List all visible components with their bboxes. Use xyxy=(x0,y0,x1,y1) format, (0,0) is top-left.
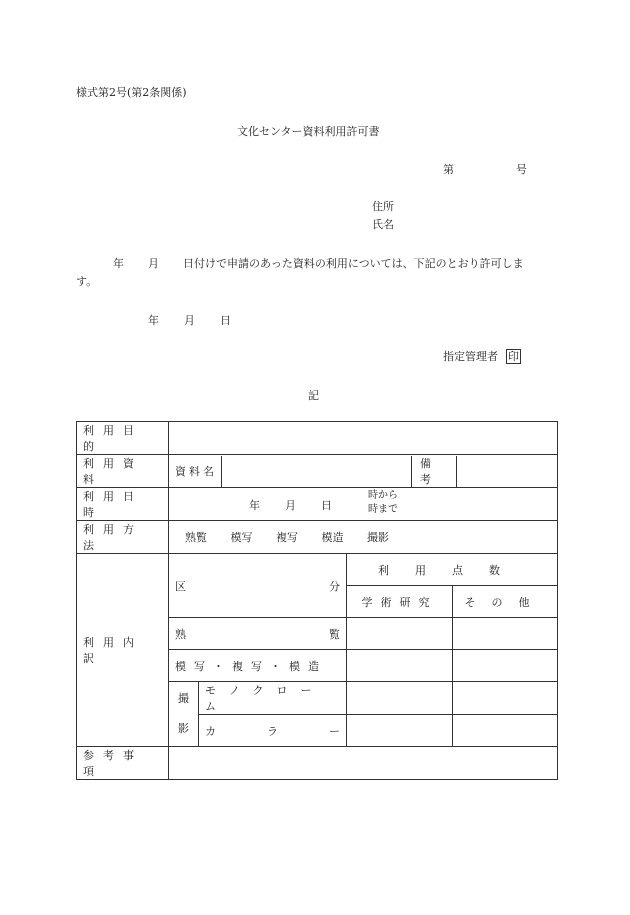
method-satsuei[interactable]: 撮影 xyxy=(367,531,389,544)
dt-year: 年 xyxy=(249,499,260,512)
reference-label: 参考事項 xyxy=(77,747,169,780)
copy-other-cell[interactable] xyxy=(453,650,558,682)
count-label: 利用点数 xyxy=(347,554,558,586)
remarks-label: 備考 xyxy=(412,456,457,487)
body-text-line2: す。 xyxy=(76,275,98,288)
material-row xyxy=(77,455,558,488)
number-suffix: 号 xyxy=(516,163,527,176)
address-label: 住所 xyxy=(372,200,394,213)
photo-bottom-label: 影 xyxy=(178,722,189,735)
material-name-label: 資料名 xyxy=(169,456,222,487)
date-day: 日 xyxy=(220,314,231,327)
body-month: 月 xyxy=(148,257,159,270)
jukuran-other-cell[interactable] xyxy=(453,618,558,650)
jukuran-left: 熟 xyxy=(175,627,186,641)
method-row xyxy=(77,521,558,554)
purpose-field[interactable] xyxy=(169,422,558,455)
remarks-field[interactable] xyxy=(457,456,557,487)
issuer xyxy=(443,348,521,364)
method-jukuran[interactable]: 熟覧 xyxy=(185,531,207,544)
body-text-line1: 日付けで申請のあった資料の利用については、下記のとおり許可しま xyxy=(183,257,524,270)
method-mosha[interactable]: 模写 xyxy=(230,531,253,544)
kubun-label: 区 xyxy=(175,579,186,593)
bun-label: 分 xyxy=(329,579,340,593)
seal-mark: 印 xyxy=(508,350,519,363)
reference-row xyxy=(77,747,558,780)
dt-day: 日 xyxy=(321,499,332,512)
dt-from: 時から xyxy=(368,490,398,501)
page-title: 文化センター資料利用許可書 xyxy=(237,125,380,138)
copy-label: 模写・複写・模造 xyxy=(169,650,347,682)
mono-other-cell[interactable] xyxy=(453,682,558,715)
academic-label: 学術研究 xyxy=(347,586,453,618)
purpose-label: 利用目的 xyxy=(77,422,169,455)
photo-top-label: 撮 xyxy=(178,692,189,705)
datetime-field[interactable] xyxy=(169,488,558,521)
datetime-row xyxy=(77,488,558,521)
body-year: 年 xyxy=(113,257,124,270)
color-ra: ラ xyxy=(267,724,278,738)
breakdown-header-row-1 xyxy=(77,554,558,586)
reference-field[interactable] xyxy=(169,747,558,780)
mono-label: モノクローム xyxy=(199,682,347,715)
ki-heading: 記 xyxy=(308,389,319,402)
permit-table xyxy=(76,421,558,780)
dt-until: 時まで xyxy=(368,504,398,515)
other-label: その他 xyxy=(453,586,558,618)
color-dash: ー xyxy=(329,724,340,738)
name-label: 氏名 xyxy=(372,218,394,231)
date-year: 年 xyxy=(148,314,159,327)
copy-academic-cell[interactable] xyxy=(347,650,453,682)
jukuran-academic-cell[interactable] xyxy=(347,618,453,650)
method-fukusha[interactable]: 複写 xyxy=(276,531,298,544)
date-month: 月 xyxy=(184,314,195,327)
jukuran-right: 覧 xyxy=(329,627,340,641)
purpose-row xyxy=(77,422,558,455)
color-academic-cell[interactable] xyxy=(347,715,453,747)
material-name-field[interactable] xyxy=(222,456,412,487)
material-label: 利用資料 xyxy=(77,455,169,488)
color-ka: カ xyxy=(205,724,216,738)
datetime-label: 利用日時 xyxy=(77,488,169,521)
breakdown-label: 利用内訳 xyxy=(77,554,169,747)
method-label: 利用方法 xyxy=(77,521,169,554)
color-other-cell[interactable] xyxy=(453,715,558,747)
method-mozo[interactable]: 模造 xyxy=(321,531,344,544)
mono-academic-cell[interactable] xyxy=(347,682,453,715)
dt-month: 月 xyxy=(285,499,296,512)
number-prefix: 第 xyxy=(443,163,454,176)
form-number: 様式第2号(第2条関係) xyxy=(76,86,187,99)
issuer-label: 指定管理者 xyxy=(443,350,498,363)
